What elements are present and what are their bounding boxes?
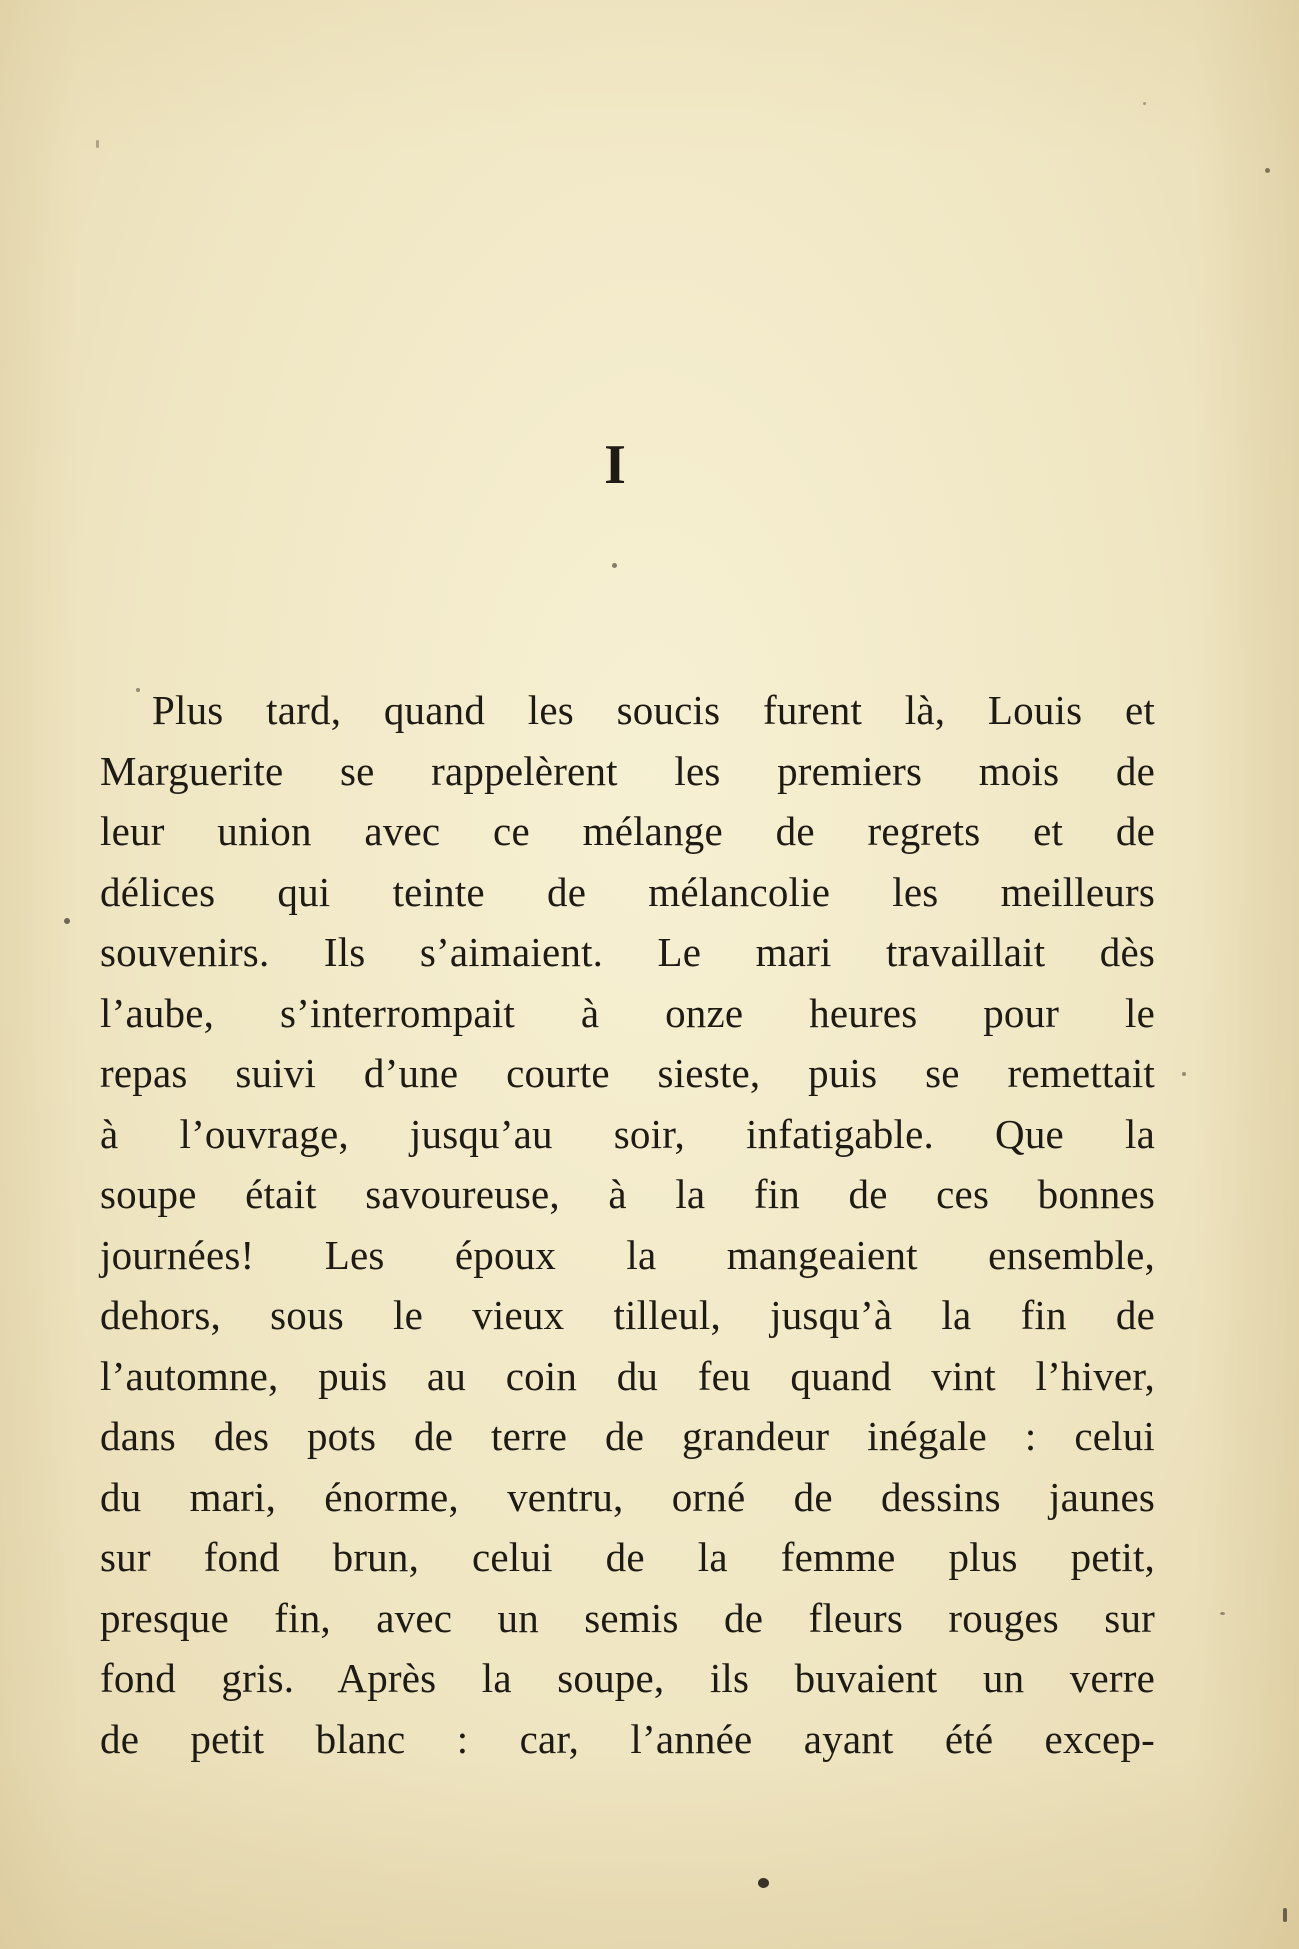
body-text <box>100 680 1155 1769</box>
text-line: du mari, énorme, ventru, orné de dessins jaunes <box>100 1473 1155 1520</box>
text-line: sur fond brun, celui de la femme plus petit, <box>100 1534 1155 1580</box>
text-line: délices qui teinte de mélancolie les meilleurs <box>100 868 1155 915</box>
text-line: à l’ouvrage, jusqu’au soir, infatigable. Que la <box>100 1110 1155 1157</box>
text-line: dans des pots de terre de grandeur inégale : celui <box>100 1413 1155 1459</box>
text-line: journées! Les époux la mangeaient ensemble, <box>100 1231 1155 1278</box>
text-line: soupe était savoureuse, à la fin de ces bonnes <box>100 1171 1155 1217</box>
paper-speck <box>96 140 99 148</box>
text-line: repas suivi d’une courte sieste, puis se remettait <box>100 1050 1155 1096</box>
paper-speck <box>758 1878 769 1888</box>
text-line: dehors, sous le vieux tilleul, jusqu’à la fin de <box>100 1292 1155 1338</box>
paper-speck <box>1143 102 1146 105</box>
text-line: presque fin, avec un semis de fleurs rouges sur <box>100 1594 1155 1641</box>
paper-speck <box>64 918 70 924</box>
text-line: de petit blanc : car, l’année ayant été excep- <box>100 1715 1155 1762</box>
text-line: fond gris. Après la soupe, ils buvaient un verre <box>100 1655 1155 1701</box>
text-line: l’automne, puis au coin du feu quand vint l’hiver, <box>100 1352 1155 1399</box>
paper-speck <box>1182 1072 1186 1076</box>
text-line: l’aube, s’interrompait à onze heures pour le <box>100 989 1155 1036</box>
paper-speck <box>1283 1908 1287 1922</box>
paper-speck <box>136 688 140 692</box>
paper-speck <box>1220 1612 1225 1615</box>
text-line: Marguerite se rappelèrent les premiers mois de <box>100 747 1155 794</box>
paper-speck <box>612 563 617 568</box>
text-line: souvenirs. Ils s’aimaient. Le mari travaillait dès <box>100 929 1155 975</box>
paper-speck <box>1265 168 1270 173</box>
text-line: leur union avec ce mélange de regrets et de <box>100 808 1155 854</box>
text-line: Plus tard, quand les soucis furent là, Louis et <box>152 687 1155 733</box>
chapter-number: I <box>604 434 626 496</box>
